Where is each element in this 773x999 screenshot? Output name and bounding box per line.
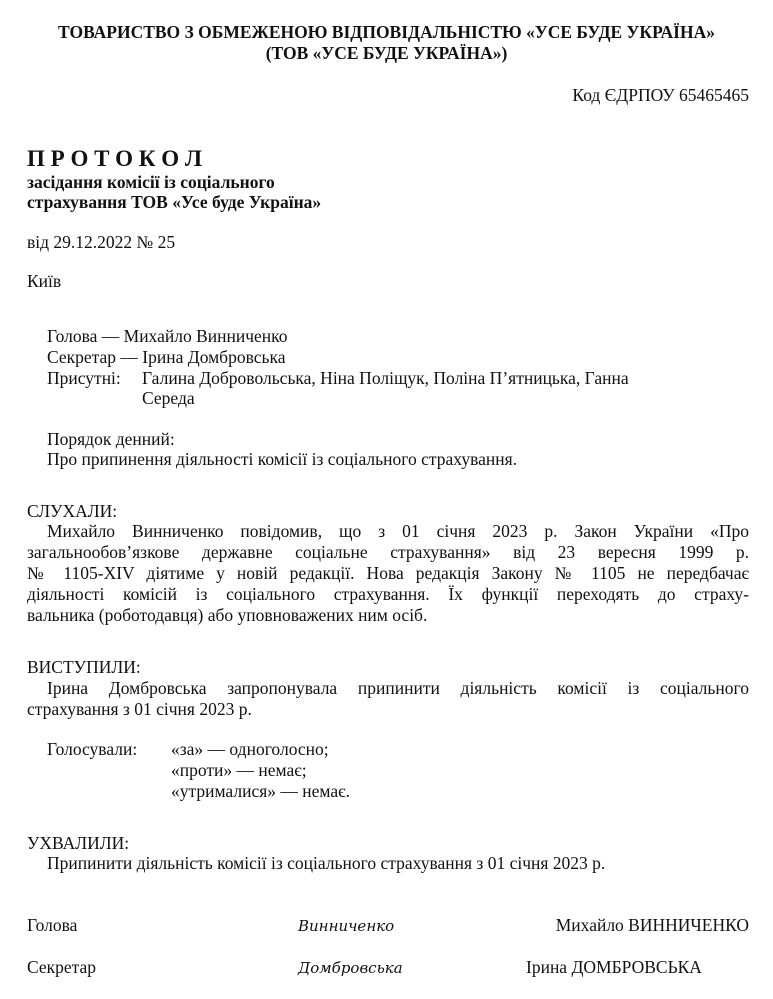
- present-label: Присутні:: [47, 368, 121, 388]
- resolved-text: Припинити діяльність комісії із соціального страхування з 01 січня 2023 р.: [47, 853, 606, 873]
- document-subtitle-line1: засідання комісії із соціального: [27, 172, 275, 192]
- chair-line: Голова — Михайло Винниченко: [47, 326, 288, 346]
- resolved-heading: УХВАЛИЛИ:: [27, 833, 130, 853]
- date-number: від 29.12.2022 № 25: [27, 232, 176, 252]
- vote-label: Голосували:: [47, 739, 138, 759]
- vote-for: «за» — одноголосно;: [171, 739, 329, 759]
- heard-text-line4: діяльності комісій із соціального страхування. Їх функції переходять до страху-: [27, 584, 749, 604]
- chair-role: Голова: [27, 915, 78, 935]
- heard-text-line5: вальника (роботодавця) або уповноважених ним осіб.: [27, 605, 428, 625]
- vote-abstained: «утрималися» — немає.: [171, 781, 351, 801]
- heard-text-line1: Михайло Винниченко повідомив, що з 01 січня 2023 р. Закон України «Про: [47, 521, 749, 541]
- present-names-line1: Галина Добровольська, Ніна Поліщук, Поліна П’ятницька, Ганна: [142, 368, 629, 388]
- secretary-line: Секретар — Ірина Домбровська: [47, 347, 286, 367]
- secretary-role: Секретар: [27, 957, 97, 977]
- secretary-full-name: Ірина ДОМБРОВСЬКА: [526, 957, 702, 977]
- city: Київ: [27, 271, 62, 291]
- spoke-heading: ВИСТУПИЛИ:: [27, 657, 141, 677]
- vote-against: «проти» — немає;: [171, 760, 307, 780]
- document-subtitle-line2: страхування ТОВ «Усе буде Україна»: [27, 192, 322, 212]
- document-title: П Р О Т О К О Л: [27, 146, 203, 171]
- heard-text-line2: загальнообов’язкове державне соціальне страхування» від 23 вересня 1999 р.: [27, 542, 749, 562]
- heard-text-line3: № 1105-XIV діятиме у новій редакції. Нова редакція Закону № 1105 не передбачає: [27, 563, 749, 583]
- agenda-item: Про припинення діяльності комісії із соціального страхування.: [47, 449, 518, 469]
- spoke-text-line1: Ірина Домбровська запропонувала припинити діяльність комісії із соціального: [47, 678, 749, 698]
- org-short-name: (ТОВ «УСЕ БУДЕ УКРАЇНА»): [265, 43, 508, 63]
- chair-signature: Винниченко: [298, 917, 395, 935]
- chair-full-name: Михайло ВИННИЧЕНКО: [555, 915, 749, 935]
- present-names-line2: Середа: [142, 388, 195, 408]
- heard-heading: СЛУХАЛИ:: [27, 501, 118, 521]
- agenda-label: Порядок денний:: [47, 429, 175, 449]
- org-name: ТОВАРИСТВО З ОБМЕЖЕНОЮ ВІДПОВІДАЛЬНІСТЮ «УСЕ БУДЕ УКРАЇНА»: [58, 22, 715, 42]
- spoke-text-line2: страхування з 01 січня 2023 р.: [27, 699, 252, 719]
- secretary-signature: Домбровська: [298, 959, 403, 977]
- edrpou-code: Код ЄДРПОУ 65465465: [572, 85, 749, 105]
